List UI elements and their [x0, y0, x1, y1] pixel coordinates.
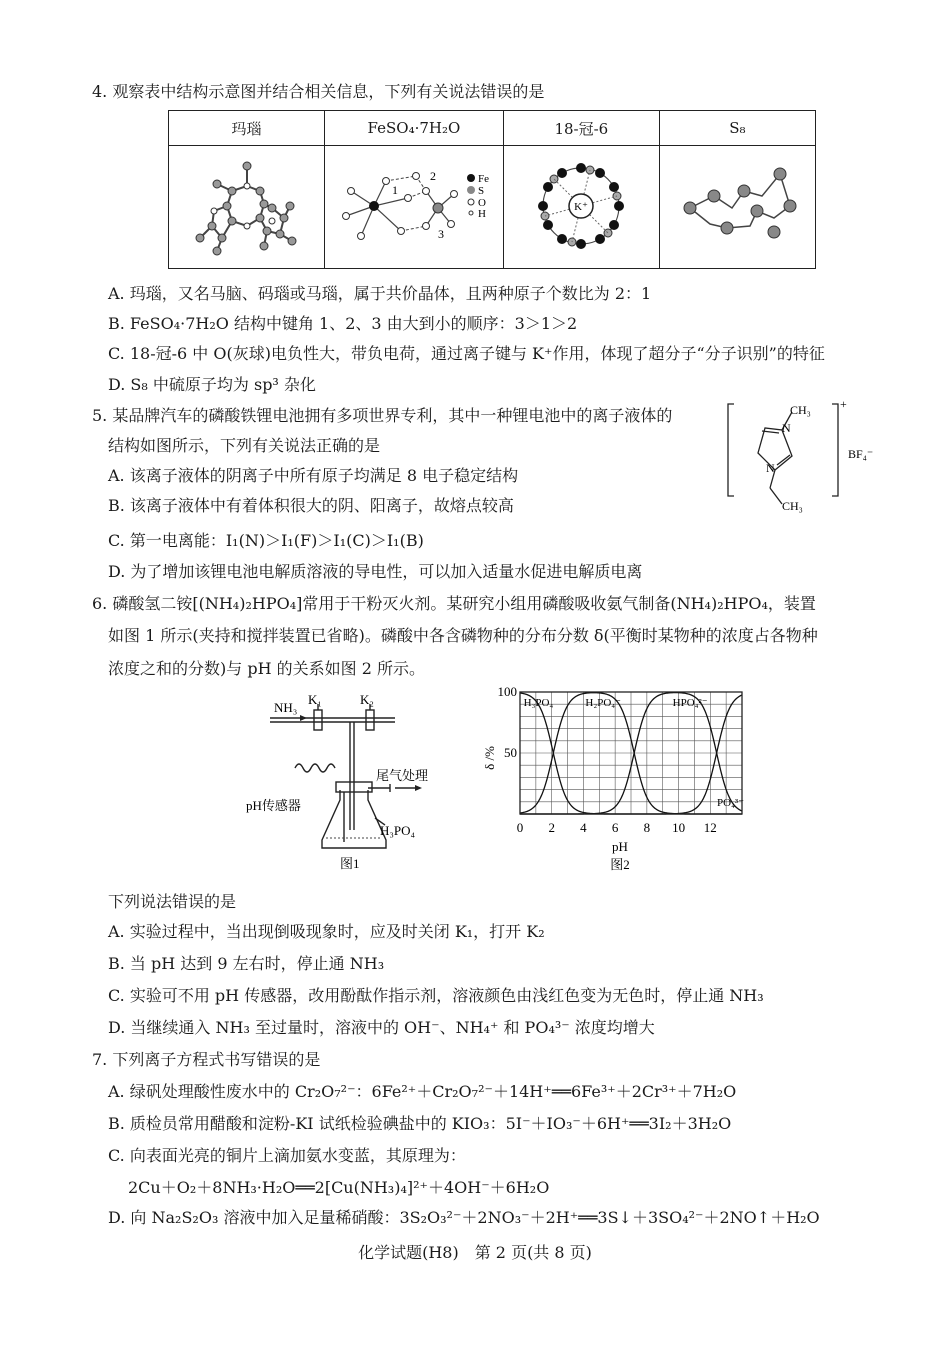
q5-stem-2: 结构如图所示，下列有关说法正确的是 — [108, 436, 381, 455]
legend-s: S — [477, 185, 485, 197]
crown-ether-structure — [503, 146, 659, 269]
legend-h: H — [477, 208, 486, 220]
q6-option-d: D. 当继续通入 NH₃ 至过量时，溶液中的 OH⁻、NH₄⁺ 和 PO₄³⁻ 浓度均增大 — [108, 1018, 655, 1037]
q4-stem: 4. 观察表中结构示意图并结合相关信息，下列有关说法错误的是 — [92, 82, 545, 101]
x-tick-label: 10 — [672, 820, 686, 835]
crown-center-label: K⁺ — [574, 201, 589, 213]
fig2-distribution-chart — [480, 684, 760, 874]
header-crown: 18-冠-6 — [503, 111, 659, 146]
s8-structure — [659, 146, 815, 269]
nh3-label: NH₃ — [274, 700, 298, 715]
q4-option-a: A. 玛瑙，又名马脑、码瑙或马瑙，属于共价晶体，且两种原子个数比为 2：1 — [108, 284, 652, 303]
angle-label-2: 2 — [429, 169, 436, 183]
y-tick-label: 50 — [504, 745, 517, 760]
series-label: H₂PO₄⁻ — [585, 696, 621, 709]
q5-stem-1: 5. 某品牌汽车的磷酸铁锂电池拥有多项世界专利，其中一种锂电池中的离子液体的 — [92, 406, 673, 425]
q5-option-a: A. 该离子液体的阴离子中所有原子均满足 8 电子稳定结构 — [108, 466, 519, 485]
q5-option-b: B. 该离子液体中有着体积很大的阴、阳离子，故熔点较高 — [108, 496, 514, 515]
q6-prompt: 下列说法错误的是 — [108, 892, 237, 911]
tail-gas-label: 尾气处理 — [376, 768, 429, 783]
x-tick-label: 12 — [703, 820, 717, 835]
q7-option-c-equation: 2Cu＋O₂＋8NH₃·H₂O══2[Cu(NH₃)₄]²⁺＋4OH⁻＋6H₂O — [128, 1178, 550, 1197]
feso4-structure — [325, 146, 504, 269]
structure-table — [168, 110, 816, 269]
series-label: H₃PO₄ — [523, 696, 554, 709]
q6-option-c: C. 实验可不用 pH 传感器，改用酚酞作指示剂，溶液颜色由浅红色变为无色时，停止通 NH₃ — [108, 986, 764, 1005]
q6-stem-2: 如图 1 所示(夹持和搅拌装置已省略)。磷酸中各含磷物种的分布分数 δ(平衡时某物种的浓度占各物种 — [108, 626, 818, 645]
ethyl-label: CH₃ — [782, 499, 803, 513]
q7-option-c: C. 向表面光亮的铜片上滴加氨水变蓝，其原理为： — [108, 1146, 466, 1165]
x-tick-label: 6 — [611, 820, 619, 835]
k1-label: K₁ — [308, 692, 322, 707]
ionic-liquid-structure — [720, 398, 880, 518]
header-feso4: FeSO₄·7H₂O — [325, 111, 504, 146]
q5-option-d: D. 为了增加该锂电池电解质溶液的导电性，可以加入适量水促进电解质电离 — [108, 562, 643, 581]
q6-option-a: A. 实验过程中，当出现倒吸现象时，应及时关闭 K₁，打开 K₂ — [108, 922, 545, 941]
q7-option-a: A. 绿矾处理酸性废水中的 Cr₂O₇²⁻：6Fe²⁺＋Cr₂O₇²⁻＋14H⁺══6Fe³⁺＋2Cr³⁺＋7H₂O — [108, 1082, 737, 1101]
methyl-label: CH₃ — [790, 403, 811, 417]
k2-label: K₂ — [360, 692, 374, 707]
y-axis-label: δ /% — [482, 746, 497, 770]
agate-structure — [169, 146, 325, 269]
legend-o: O — [477, 197, 486, 209]
header-agate: 玛瑙 — [169, 111, 325, 146]
q4-option-b: B. FeSO₄·7H₂O 结构中键角 1、2、3 由大到小的顺序：3＞1＞2 — [108, 314, 578, 333]
q7-option-b: B. 质检员常用醋酸和淀粉-KI 试纸检验碘盐中的 KIO₃：5I⁻＋IO₃⁻＋6H⁺══3I₂＋3H₂O — [108, 1114, 732, 1133]
h3po4-label: H₃PO₄ — [380, 823, 416, 838]
q6-option-b: B. 当 pH 达到 9 左右时，停止通 NH₃ — [108, 954, 385, 973]
fig1-caption: 图1 — [340, 856, 360, 871]
q4-option-c: C. 18-冠-6 中 O(灰球)电负性大，带负电荷，通过离子键与 K⁺作用，体现了超分子“分子识别”的特征 — [108, 344, 825, 363]
ring-n2: N — [766, 461, 775, 475]
angle-label-1: 1 — [391, 183, 398, 197]
fig2-caption: 图2 — [610, 857, 630, 872]
x-tick-label: 0 — [516, 820, 524, 835]
q7-stem: 7. 下列离子方程式书写错误的是 — [92, 1050, 321, 1069]
q7-option-d: D. 向 Na₂S₂O₃ 溶液中加入足量稀硝酸：3S₂O₃²⁻＋2NO₃⁻＋2H⁺══3S↓＋3SO₄²⁻＋2NO↑＋H₂O — [108, 1208, 820, 1227]
q6-stem-3: 浓度之和的分数)与 pH 的关系如图 2 所示。 — [108, 659, 425, 678]
y-tick-label: 100 — [497, 684, 517, 699]
x-tick-label: 8 — [643, 820, 651, 835]
series-label: PO₄³⁻ — [717, 796, 745, 809]
q4-option-d: D. S₈ 中硫原子均为 sp³ 杂化 — [108, 375, 316, 394]
fig1-apparatus — [240, 690, 440, 875]
ring-n1: N — [782, 421, 791, 435]
cation-charge: + — [840, 398, 847, 411]
angle-label-3: 3 — [437, 227, 444, 241]
q5-option-c: C. 第一电离能：I₁(N)＞I₁(F)＞I₁(C)＞I₁(B) — [108, 531, 424, 550]
page-footer: 化学试题(H8) 第 2 页(共 8 页) — [358, 1243, 592, 1262]
anion-label: BF₄⁻ — [848, 447, 874, 461]
legend-fe: Fe — [477, 173, 489, 185]
x-axis-label: pH — [612, 839, 628, 854]
header-s8: S₈ — [659, 111, 815, 146]
ph-sensor-label: pH传感器 — [246, 798, 301, 813]
x-tick-label: 4 — [580, 820, 587, 835]
series-label: HPO₄²⁻ — [672, 696, 708, 709]
q6-stem-1: 6. 磷酸氢二铵[(NH₄)₂HPO₄]常用于干粉灭火剂。某研究小组用磷酸吸收氨气制备(NH₄)₂HPO₄，装置 — [92, 594, 816, 613]
x-tick-label: 2 — [548, 820, 555, 835]
